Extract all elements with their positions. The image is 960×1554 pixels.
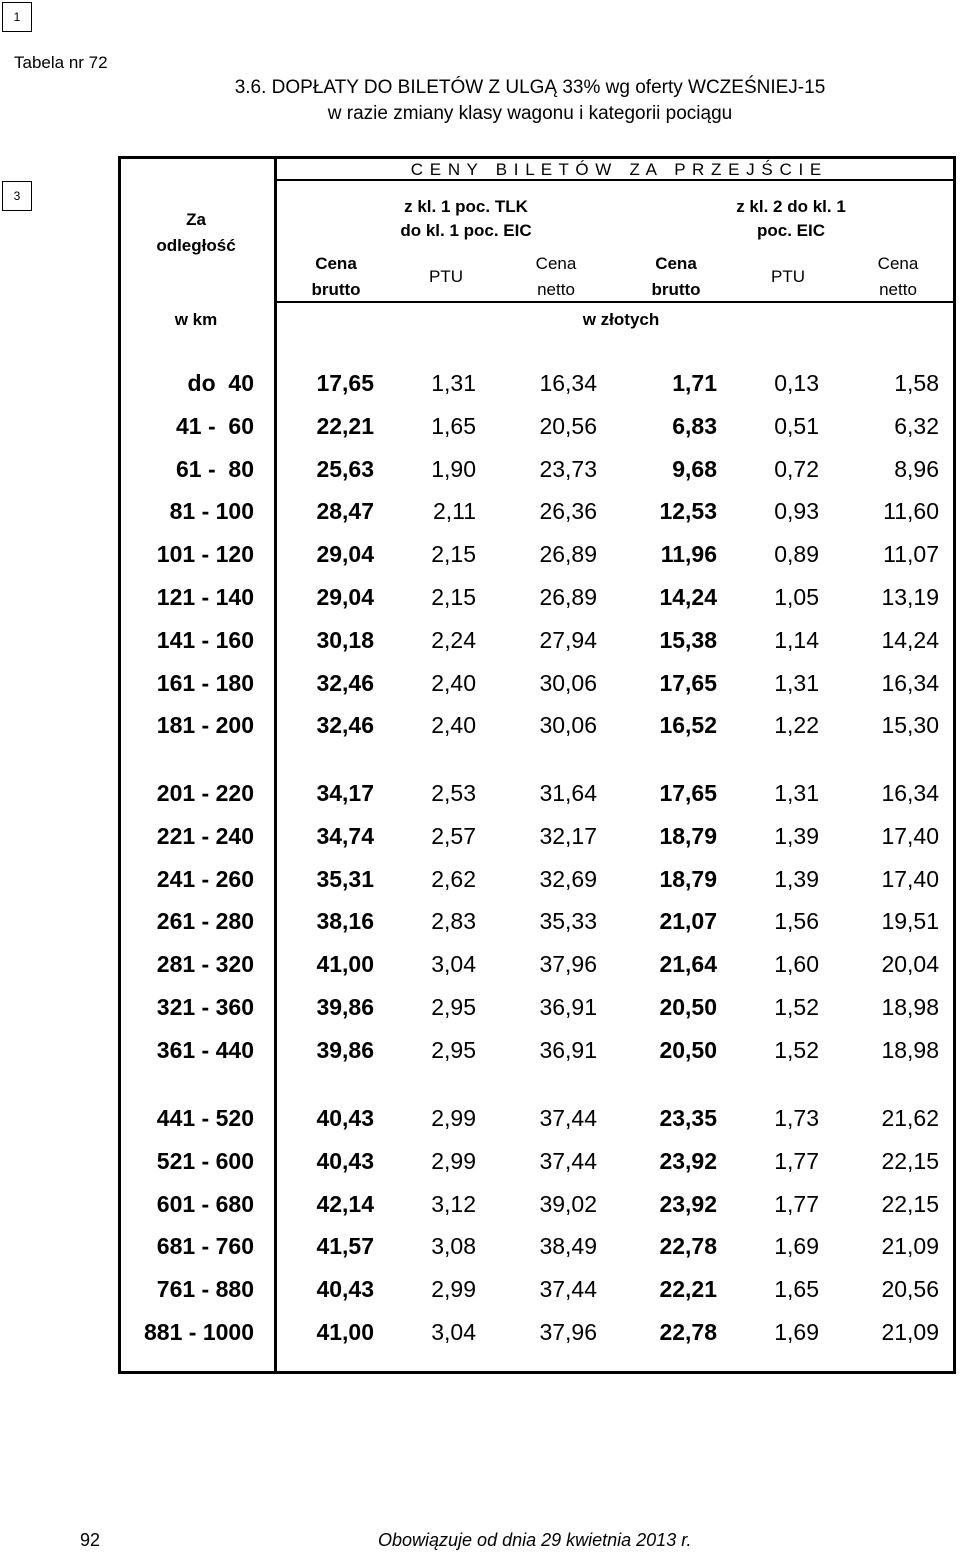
price-cell-g1-brutto: 39,86 bbox=[316, 1036, 374, 1063]
price-cell-g2-ptu: 1,05 bbox=[774, 584, 819, 610]
price-cell-g1-ptu: 2,40 bbox=[431, 669, 476, 696]
distance-cell: 601 - 680 bbox=[156, 1190, 254, 1217]
distance-cell: 121 - 140 bbox=[156, 584, 254, 610]
price-cell-g2-brutto: 11,96 bbox=[660, 541, 717, 568]
distance-cell: 141 - 160 bbox=[156, 626, 254, 653]
price-cell-g2-netto: 6,32 bbox=[894, 412, 939, 439]
price-cell-g1-brutto: 29,04 bbox=[316, 584, 374, 610]
price-cell-g2-brutto: 23,35 bbox=[659, 1105, 717, 1131]
price-cell-g1-netto: 30,06 bbox=[539, 669, 597, 696]
price-cell-g2-brutto: 16,52 bbox=[659, 712, 717, 739]
fare-table bbox=[118, 156, 956, 1374]
column-divider bbox=[274, 159, 277, 1371]
price-cell-g2-netto: 18,98 bbox=[881, 1036, 939, 1063]
price-cell-g2-brutto: 22,78 bbox=[659, 1319, 717, 1345]
price-cell-g1-brutto: 28,47 bbox=[316, 498, 374, 525]
page-number: 92 bbox=[80, 1530, 101, 1550]
distance-cell: 161 - 180 bbox=[156, 669, 254, 696]
price-cell-g1-ptu: 2,40 bbox=[431, 712, 476, 739]
price-cell-g1-ptu: 2,99 bbox=[431, 1147, 476, 1174]
header-g1-cena-netto: Cena bbox=[535, 254, 577, 273]
price-cell-g1-ptu: 2,83 bbox=[431, 908, 476, 935]
price-cell-g2-netto: 11,07 bbox=[883, 541, 939, 568]
price-cell-g1-brutto: 41,00 bbox=[316, 1319, 374, 1345]
price-cell-g2-brutto: 21,07 bbox=[659, 908, 717, 935]
price-cell-g1-brutto: 41,00 bbox=[316, 951, 374, 978]
price-cell-g1-netto: 37,44 bbox=[539, 1147, 597, 1174]
price-cell-g2-netto: 1,58 bbox=[894, 370, 939, 396]
price-cell-g1-brutto: 25,63 bbox=[316, 455, 374, 482]
price-cell-g2-brutto: 18,79 bbox=[659, 865, 717, 892]
price-cell-g2-netto: 18,98 bbox=[881, 994, 939, 1020]
price-cell-g2-netto: 14,24 bbox=[881, 626, 939, 653]
price-cell-g1-brutto: 41,57 bbox=[316, 1233, 374, 1260]
price-cell-g1-netto: 26,36 bbox=[539, 498, 597, 525]
price-cell-g1-netto: 38,49 bbox=[539, 1233, 597, 1260]
price-cell-g2-netto: 16,34 bbox=[881, 780, 939, 806]
price-cell-g1-netto: 36,91 bbox=[539, 994, 597, 1020]
price-cell-g1-brutto: 32,46 bbox=[316, 669, 374, 696]
header-g2-ptu: PTU bbox=[771, 267, 805, 286]
price-cell-g1-brutto: 38,16 bbox=[316, 908, 374, 935]
price-cell-g2-netto: 13,19 bbox=[881, 584, 939, 610]
price-cell-g2-netto: 20,56 bbox=[881, 1276, 939, 1303]
price-cell-g2-netto: 21,62 bbox=[881, 1105, 939, 1131]
price-cell-g2-brutto: 1,71 bbox=[672, 370, 717, 396]
price-cell-g2-ptu: 1,52 bbox=[774, 994, 819, 1020]
price-cell-g1-netto: 37,44 bbox=[539, 1105, 597, 1131]
price-cell-g2-brutto: 20,50 bbox=[659, 994, 717, 1020]
price-cell-g1-ptu: 2,15 bbox=[431, 584, 476, 610]
price-cell-g1-brutto: 17,65 bbox=[316, 370, 374, 396]
price-cell-g1-brutto: 29,04 bbox=[316, 541, 374, 568]
distance-cell: 241 - 260 bbox=[156, 865, 254, 892]
distance-cell: 201 - 220 bbox=[156, 780, 254, 806]
price-cell-g1-ptu: 2,53 bbox=[431, 780, 476, 806]
distance-cell: 81 - 100 bbox=[169, 498, 254, 525]
price-cell-g1-ptu: 3,12 bbox=[431, 1190, 476, 1217]
price-cell-g2-ptu: 1,77 bbox=[774, 1147, 819, 1174]
price-cell-g2-netto: 17,40 bbox=[881, 822, 939, 849]
distance-cell: 61 - 80 bbox=[176, 455, 254, 482]
price-cell-g2-ptu: 1,73 bbox=[774, 1105, 819, 1131]
header-g2-brutto: brutto bbox=[651, 280, 701, 299]
price-cell-g2-ptu: 1,52 bbox=[774, 1036, 819, 1063]
price-cell-g2-ptu: 0,72 bbox=[774, 455, 819, 482]
price-cell-g1-ptu: 2,24 bbox=[431, 626, 476, 653]
price-cell-g1-netto: 27,94 bbox=[539, 626, 597, 653]
price-cell-g1-brutto: 39,86 bbox=[316, 994, 374, 1020]
header-odleglosc: odległość bbox=[156, 236, 236, 255]
price-cell-g2-brutto: 17,65 bbox=[659, 669, 717, 696]
price-cell-g1-ptu: 2,57 bbox=[431, 822, 476, 849]
price-cell-g1-brutto: 42,14 bbox=[316, 1190, 374, 1217]
price-cell-g1-brutto: 34,74 bbox=[316, 822, 374, 849]
price-cell-g2-ptu: 1,77 bbox=[774, 1190, 819, 1217]
price-cell-g1-netto: 37,96 bbox=[539, 1319, 597, 1345]
header-za: Za bbox=[186, 210, 206, 229]
price-cell-g2-brutto: 12,53 bbox=[659, 498, 717, 525]
price-cell-g1-ptu: 2,15 bbox=[431, 541, 476, 568]
header-group1-line1: z kl. 1 poc. TLK bbox=[404, 197, 528, 216]
price-cell-g1-ptu: 3,04 bbox=[431, 951, 476, 978]
price-cell-g2-ptu: 1,14 bbox=[774, 626, 819, 653]
price-cell-g1-ptu: 2,99 bbox=[431, 1105, 476, 1131]
price-cell-g2-ptu: 0,89 bbox=[774, 541, 819, 568]
price-cell-g1-netto: 35,33 bbox=[539, 908, 597, 935]
price-cell-g1-ptu: 2,95 bbox=[431, 1036, 476, 1063]
price-cell-g1-netto: 37,44 bbox=[539, 1276, 597, 1303]
price-cell-g2-brutto: 9,68 bbox=[672, 455, 717, 482]
distance-cell: 281 - 320 bbox=[156, 951, 254, 978]
price-cell-g2-netto: 22,15 bbox=[881, 1190, 939, 1217]
header-g1-brutto: brutto bbox=[311, 280, 361, 299]
distance-cell: 361 - 440 bbox=[156, 1036, 254, 1063]
price-cell-g1-brutto: 32,46 bbox=[316, 712, 374, 739]
price-cell-g2-ptu: 1,69 bbox=[774, 1319, 819, 1345]
price-cell-g2-netto: 8,96 bbox=[894, 455, 939, 482]
price-cell-g2-netto: 15,30 bbox=[881, 712, 939, 739]
distance-cell: 881 - 1000 bbox=[144, 1319, 254, 1345]
price-cell-g2-brutto: 17,65 bbox=[659, 780, 717, 806]
price-cell-g1-netto: 30,06 bbox=[539, 712, 597, 739]
price-cell-g2-netto: 22,15 bbox=[881, 1147, 939, 1174]
distance-cell: 261 - 280 bbox=[156, 908, 254, 935]
header-unit-km: w km bbox=[174, 310, 218, 329]
price-cell-g2-brutto: 15,38 bbox=[659, 626, 717, 653]
header-g1-netto: netto bbox=[537, 280, 575, 299]
price-cell-g2-ptu: 1,39 bbox=[774, 865, 819, 892]
price-cell-g2-brutto: 23,92 bbox=[659, 1147, 717, 1174]
price-cell-g2-brutto: 22,78 bbox=[659, 1233, 717, 1260]
distance-cell: 761 - 880 bbox=[156, 1276, 254, 1303]
price-cell-g2-netto: 21,09 bbox=[881, 1319, 939, 1345]
price-cell-g1-brutto: 35,31 bbox=[316, 865, 374, 892]
distance-cell: 101 - 120 bbox=[156, 541, 254, 568]
price-cell-g1-ptu: 3,04 bbox=[431, 1319, 476, 1345]
table-label: Tabela nr 72 bbox=[14, 53, 108, 72]
price-cell-g2-ptu: 1,39 bbox=[774, 822, 819, 849]
price-cell-g1-brutto: 22,21 bbox=[316, 412, 374, 439]
distance-cell: do 40 bbox=[187, 370, 254, 396]
price-cell-g2-brutto: 22,21 bbox=[659, 1276, 717, 1303]
price-cell-g1-netto: 36,91 bbox=[539, 1036, 597, 1063]
valid-from-note: Obowiązuje od dnia 29 kwietnia 2013 r. bbox=[378, 1530, 692, 1550]
price-cell-g1-netto: 16,34 bbox=[539, 370, 597, 396]
price-cell-g1-netto: 26,89 bbox=[539, 541, 597, 568]
price-cell-g2-netto: 20,04 bbox=[881, 951, 939, 978]
price-cell-g1-ptu: 2,11 bbox=[432, 498, 476, 525]
price-cell-g1-ptu: 2,95 bbox=[431, 994, 476, 1020]
price-cell-g2-ptu: 0,51 bbox=[774, 412, 819, 439]
section-marker-3: 3 bbox=[2, 181, 32, 211]
price-cell-g1-netto: 20,56 bbox=[539, 412, 597, 439]
header-divider bbox=[277, 301, 953, 303]
distance-cell: 221 - 240 bbox=[156, 822, 254, 849]
price-cell-g1-ptu: 2,99 bbox=[431, 1276, 476, 1303]
header-g2-cena: Cena bbox=[655, 254, 697, 273]
price-cell-g2-brutto: 23,92 bbox=[659, 1190, 717, 1217]
page-subtitle: w razie zmiany klasy wagonu i kategorii pociągu bbox=[327, 103, 733, 124]
price-cell-g2-brutto: 6,83 bbox=[672, 412, 717, 439]
price-cell-g1-netto: 26,89 bbox=[539, 584, 597, 610]
price-cell-g1-netto: 23,73 bbox=[539, 455, 597, 482]
header-group2-line1: z kl. 2 do kl. 1 bbox=[736, 197, 846, 216]
distance-cell: 681 - 760 bbox=[156, 1233, 254, 1260]
price-cell-g2-ptu: 0,13 bbox=[774, 370, 819, 396]
header-g2-cena-netto: Cena bbox=[877, 254, 919, 273]
price-cell-g2-ptu: 1,31 bbox=[774, 780, 819, 806]
price-cell-g1-ptu: 3,08 bbox=[431, 1233, 476, 1260]
price-cell-g1-netto: 39,02 bbox=[539, 1190, 597, 1217]
distance-cell: 441 - 520 bbox=[156, 1105, 254, 1131]
distance-cell: 41 - 60 bbox=[176, 412, 254, 439]
header-g2-netto: netto bbox=[879, 280, 917, 299]
price-cell-g2-ptu: 1,56 bbox=[774, 908, 819, 935]
distance-cell: 521 - 600 bbox=[156, 1147, 254, 1174]
price-cell-g1-brutto: 40,43 bbox=[316, 1276, 374, 1303]
price-cell-g2-brutto: 20,50 bbox=[659, 1036, 717, 1063]
header-g1-ptu: PTU bbox=[429, 267, 463, 286]
price-cell-g2-brutto: 18,79 bbox=[659, 822, 717, 849]
header-group2-line2: poc. EIC bbox=[756, 221, 825, 240]
price-cell-g1-ptu: 1,65 bbox=[431, 412, 476, 439]
price-cell-g1-netto: 31,64 bbox=[539, 780, 597, 806]
price-cell-g1-brutto: 40,43 bbox=[316, 1105, 374, 1131]
price-cell-g1-ptu: 2,62 bbox=[431, 865, 476, 892]
price-cell-g1-brutto: 40,43 bbox=[316, 1147, 374, 1174]
price-cell-g2-ptu: 1,65 bbox=[774, 1276, 819, 1303]
price-cell-g2-ptu: 1,31 bbox=[774, 669, 819, 696]
distance-cell: 321 - 360 bbox=[156, 994, 254, 1020]
price-cell-g2-ptu: 1,22 bbox=[774, 712, 819, 739]
price-cell-g2-ptu: 1,69 bbox=[774, 1233, 819, 1260]
distance-cell: 181 - 200 bbox=[156, 712, 254, 739]
header-group1-line2: do kl. 1 poc. EIC bbox=[400, 221, 532, 240]
price-cell-g2-brutto: 14,24 bbox=[659, 584, 717, 610]
price-cell-g1-ptu: 1,31 bbox=[431, 370, 476, 396]
header-ceny: C E N Y B I L E T Ó W Z A P R Z E J Ś C I E bbox=[410, 160, 823, 179]
price-cell-g2-ptu: 1,60 bbox=[774, 951, 819, 978]
price-cell-g2-netto: 19,51 bbox=[881, 908, 939, 935]
header-g1-cena: Cena bbox=[315, 254, 357, 273]
price-cell-g2-brutto: 21,64 bbox=[659, 951, 717, 978]
price-cell-g1-brutto: 34,17 bbox=[316, 780, 374, 806]
price-cell-g2-ptu: 0,93 bbox=[774, 498, 819, 525]
price-cell-g2-netto: 21,09 bbox=[881, 1233, 939, 1260]
price-cell-g1-netto: 32,17 bbox=[539, 822, 597, 849]
page-title: 3.6. DOPŁATY DO BILETÓW Z ULGĄ 33% wg oferty WCZEŚNIEJ-15 bbox=[234, 77, 826, 98]
price-cell-g1-netto: 32,69 bbox=[539, 865, 597, 892]
price-cell-g1-ptu: 1,90 bbox=[431, 455, 476, 482]
price-cell-g2-netto: 11,60 bbox=[883, 498, 939, 525]
page-marker-1: 1 bbox=[2, 2, 32, 32]
price-cell-g1-netto: 37,96 bbox=[539, 951, 597, 978]
price-cell-g2-netto: 16,34 bbox=[881, 669, 939, 696]
price-cell-g1-brutto: 30,18 bbox=[316, 626, 374, 653]
price-cell-g2-netto: 17,40 bbox=[881, 865, 939, 892]
header-currency: w złotych bbox=[582, 310, 660, 329]
